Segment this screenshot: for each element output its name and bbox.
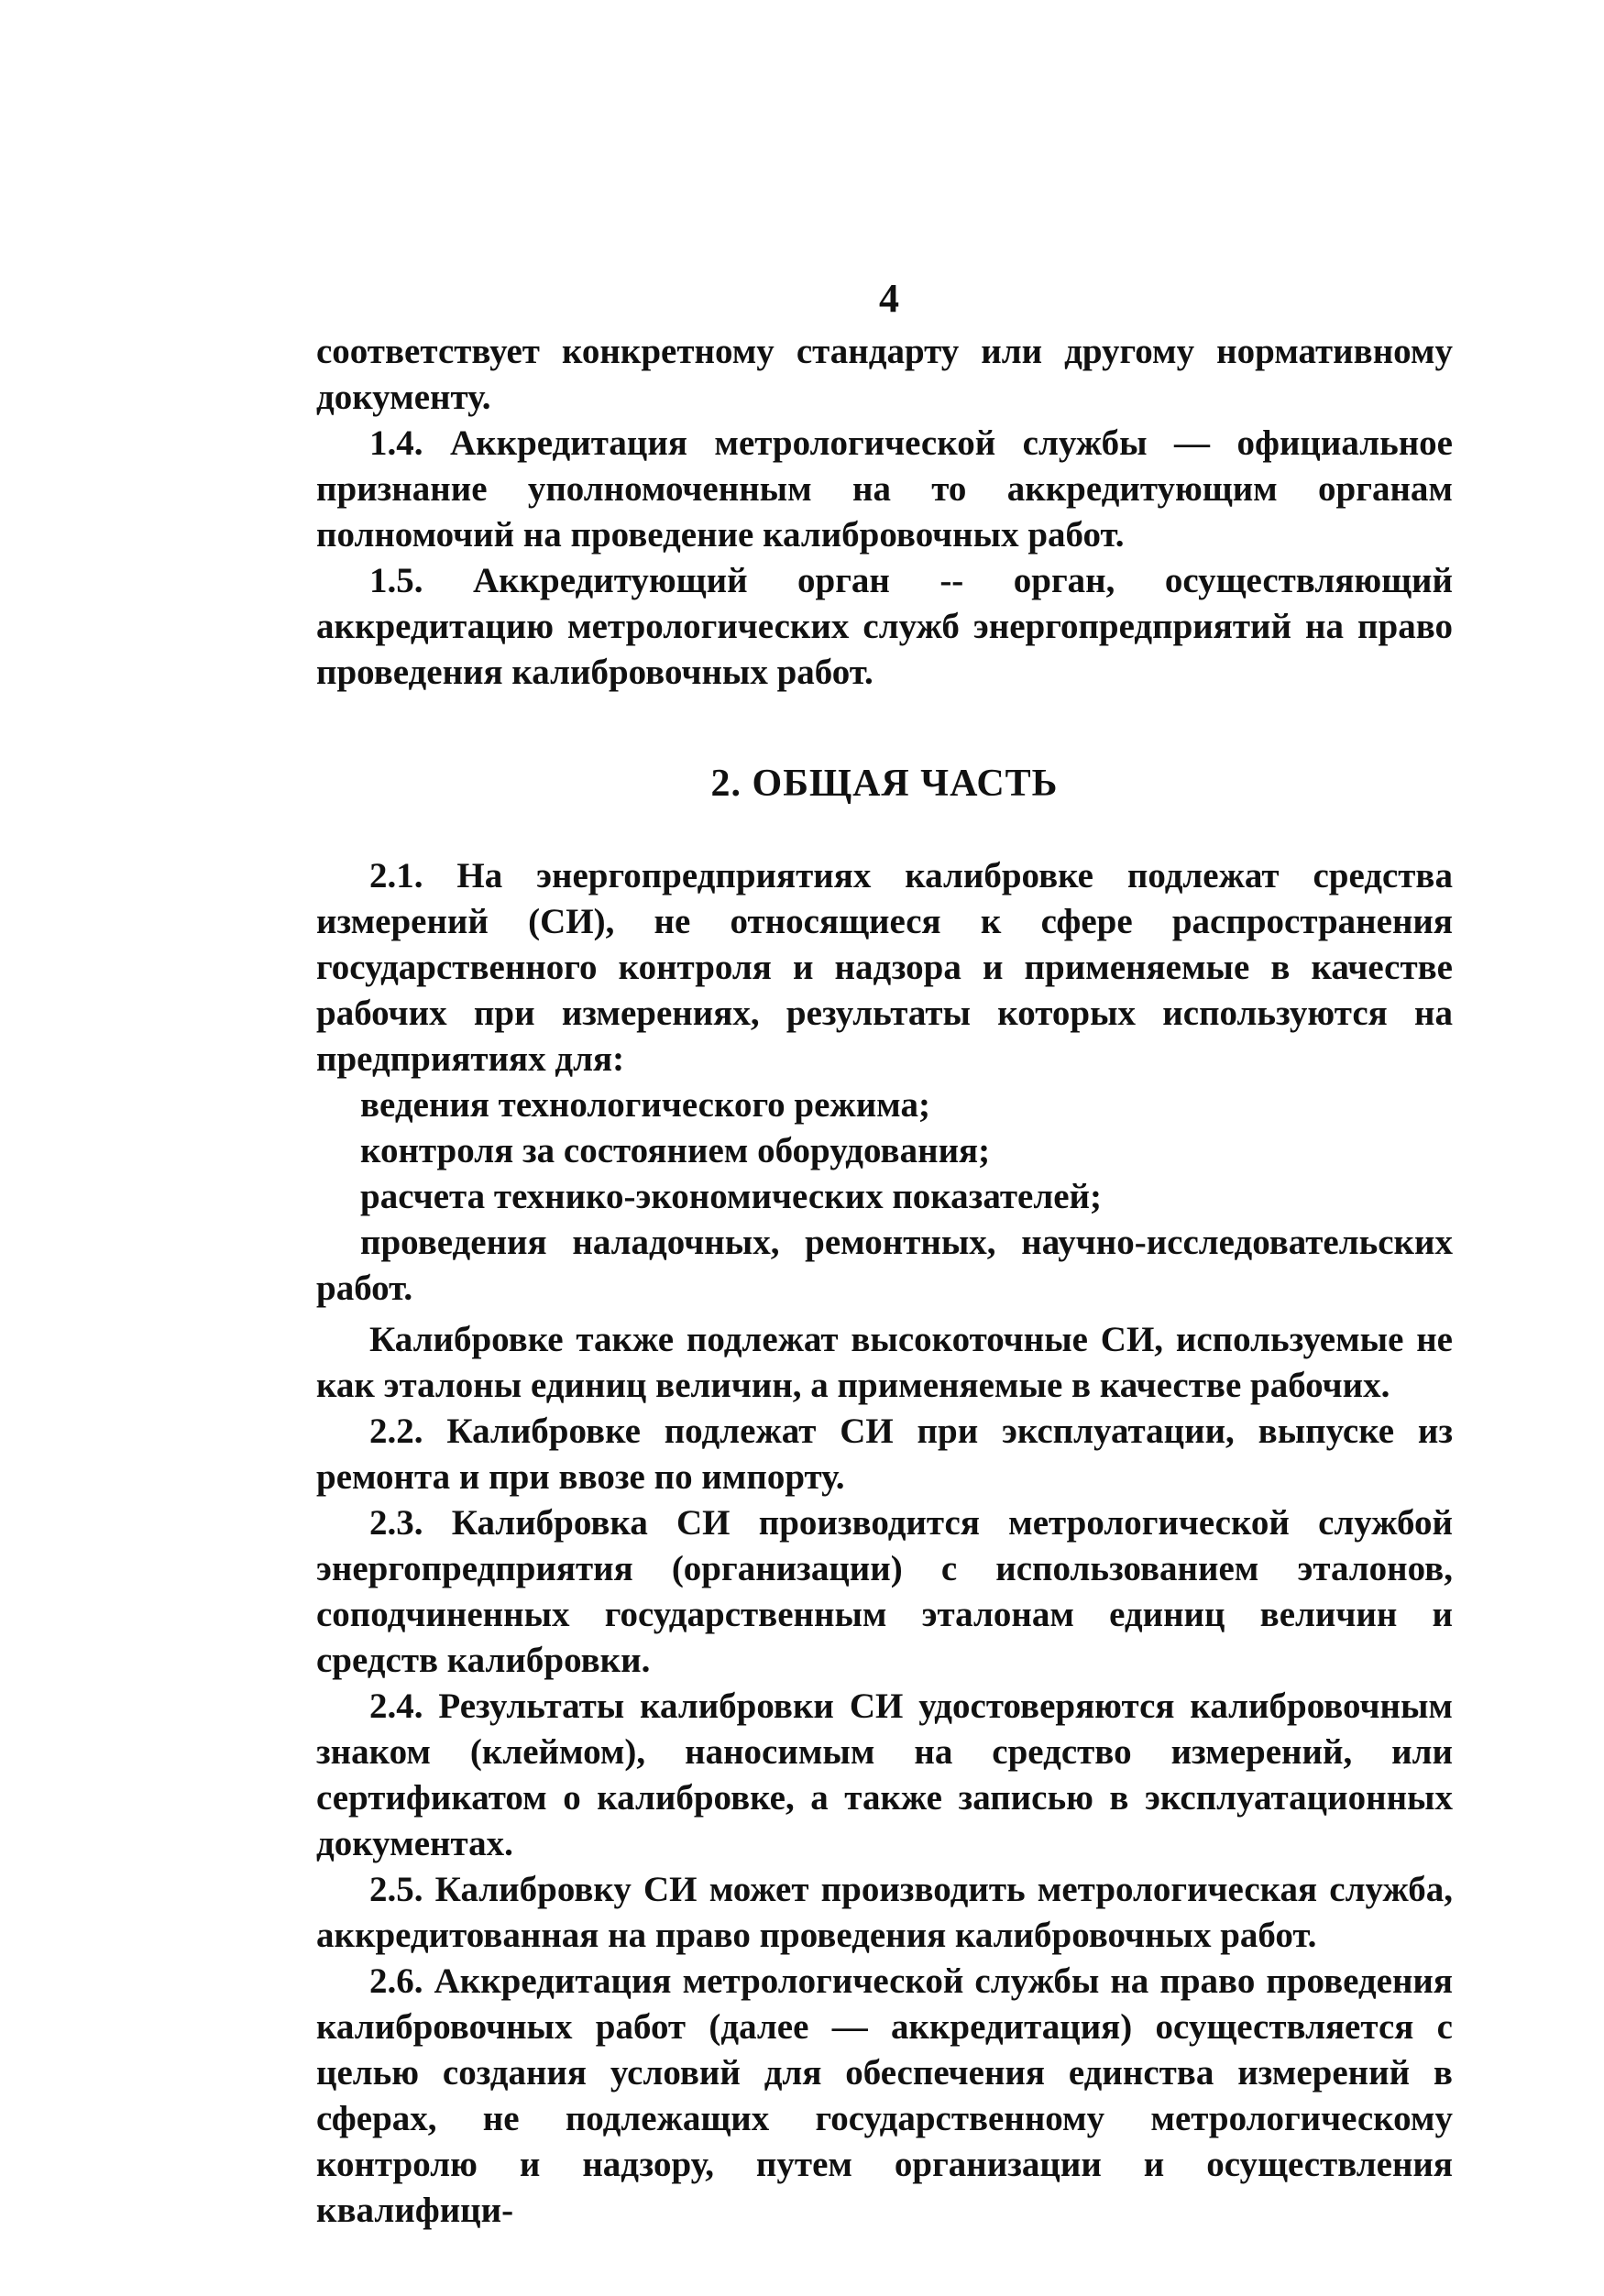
paragraph-2-1: 2.1. На энергопредприятиях калибровке подлежат средства измерений (СИ), не относящиеся к сфере распространения государственного контроля и надзора и применяемые в качестве рабочих при измерениях, результаты которых используются на предприятиях для: [316, 856, 1453, 1079]
document-page [316, 275, 1453, 2234]
page-number: 4 [879, 276, 899, 321]
paragraph-2-4: 2.4. Результаты калибровки СИ удостоверяются калибровочным знаком (клеймом), наносимым на средство измерений, или сертификатом о калибровке, а также записью в эксплуатационных документах. [316, 1686, 1453, 1863]
paragraph-2-5: 2.5. Калибровку СИ может производить метрологическая служба, аккредитованная на право проведения калибровочных работ. [316, 1870, 1453, 1955]
list-item: расчета технико-экономических показателей; [360, 1177, 1102, 1216]
paragraph-1-4: 1.4. Аккредитация метрологической службы — официальное признание уполномоченным на то аккредитующим органам полномочий на проведение калибровочных работ. [316, 423, 1453, 555]
paragraph-1-5: 1.5. Аккредитующий орган -- орган, осуществляющий аккредитацию метрологических служб энергопредприятий на право проведения калибровочных работ. [316, 561, 1453, 692]
paragraph-2-2: 2.2. Калибровке подлежат СИ при эксплуатации, выпуске из ремонта и при ввозе по импорту. [316, 1412, 1453, 1497]
intro-continuation: соответствует конкретному стандарту или другому нормативному документу. [316, 332, 1453, 417]
list-item: проведения наладочных, ремонтных, научно-исследовательских работ. [316, 1223, 1453, 1308]
section-2-title: 2. ОБЩАЯ ЧАСТЬ [710, 763, 1059, 805]
paragraph-2-1-extra: Калибровке также подлежат высокоточные СИ, используемые не как эталоны единиц величин, а применяемые в качестве рабочих. [316, 1320, 1453, 1405]
list-item: контроля за состоянием оборудования; [360, 1131, 991, 1170]
paragraph-2-3: 2.3. Калибровка СИ производится метрологической службой энергопредприятия (организации) с использованием эталонов, соподчиненных государственным эталонам единиц величин и средств калибровки. [316, 1503, 1453, 1680]
paragraph-2-6: 2.6. Аккредитация метрологической службы на право проведения калибровочных работ (далее — аккредитация) осуществляется с целью создания условий для обеспечения единства измерений в сферах, не подлежащих государственному метрологическому контролю и надзору, путем организации и осуществления квалифици- [316, 1961, 1453, 2230]
list-item: ведения технологического режима; [360, 1085, 930, 1125]
